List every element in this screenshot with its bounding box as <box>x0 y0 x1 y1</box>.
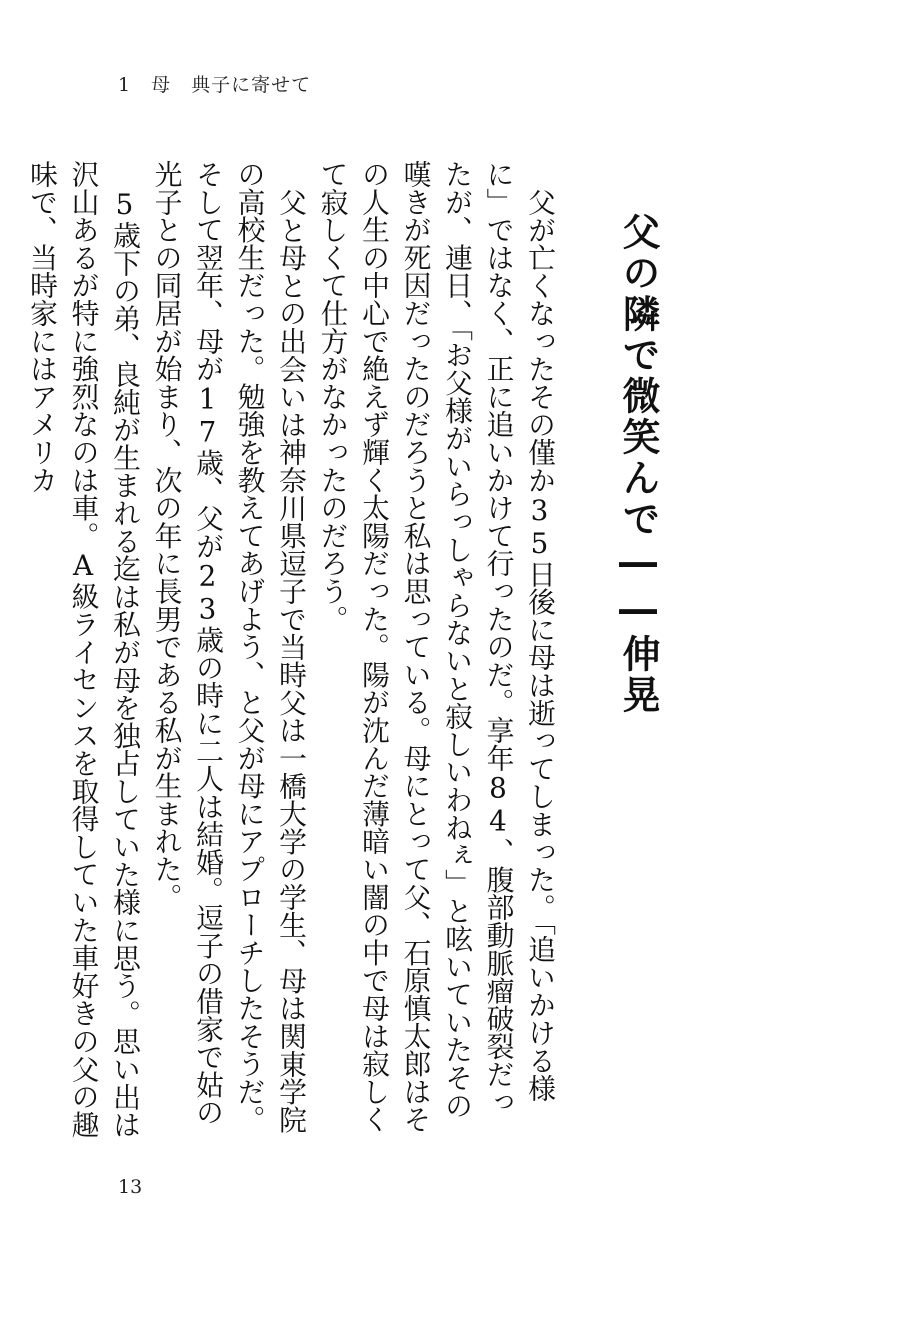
running-head: 1 母 典子に寄せて <box>118 74 312 96</box>
chapter-title: 父の隣で微笑んで――伸晃 <box>616 212 660 716</box>
paragraph-3: 5歳下の弟、良純が生まれる迄は私が母を独占していた様に思う。思い出は沢山あるが特に強烈なのは車。A級ライセンスを取得していた車好きの父の趣味で、当時家にはアメリカ <box>25 160 141 1139</box>
body-text <box>25 160 560 1140</box>
paragraph-1: 父が亡くなったその僅か35日後に母は逝ってしまった。「追いかける様に」ではなく、正に追いかけて行ったのだ。享年84、腹部動脈瘤破裂だったが、連日、「お父様がいらっしゃらないと寂しいわねぇ」と呟いていたその嘆きが死因だったのだろうと私は思っている。母にとって父、石原慎太郎はその人生の中心で絶えず輝く太陽だった。陽が沈んだ薄暗い闇の中で母は寂しくて寂しくて仕方がなかったのだろう。 <box>315 160 556 1133</box>
page-number: 13 <box>118 1176 143 1198</box>
paragraph-2: 父と母との出会いは神奈川県逗子で当時父は一橋大学の学生、母は関東学院の高校生だった。勉強を教えてあげよう、と父が母にアプローチしたそうだ。そして翌年、母が17歳、父が23歳の時に二人は結婚。逗子の借家で姑の光子との同居が始まり、次の年に長男である私が生まれた。 <box>149 160 307 1133</box>
